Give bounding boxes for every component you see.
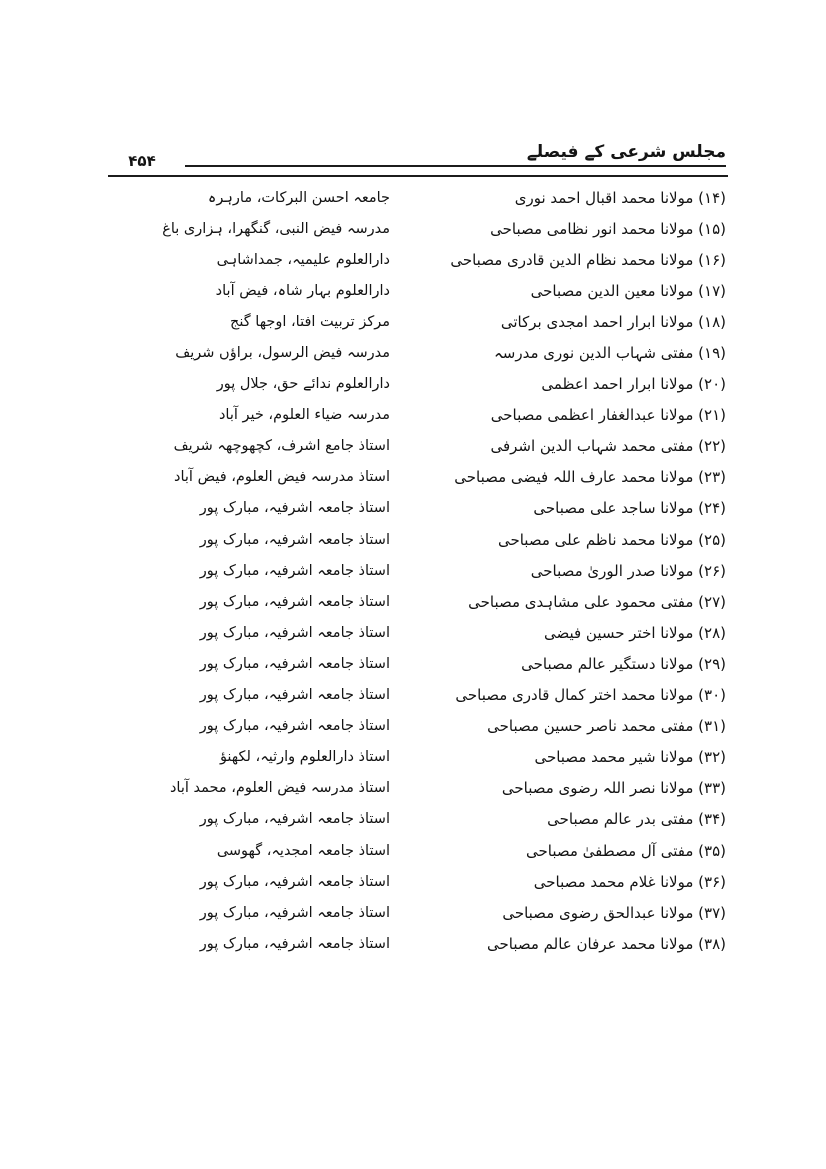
list-item bbox=[100, 742, 726, 773]
entry-name-cell bbox=[400, 686, 726, 704]
entry-name-cell bbox=[400, 717, 726, 735]
list-item bbox=[100, 400, 726, 431]
entry-name-cell bbox=[400, 904, 726, 922]
entry-person-name: مولانا اختر حسین فیضی bbox=[543, 623, 694, 642]
entry-institution: استاذ جامع اشرف، کچھوچھہ شریف bbox=[173, 438, 390, 455]
entry-person-name: مولانا محمد انور نظامی مصباحی bbox=[490, 219, 694, 238]
entry-institution: استاذ جامعہ اشرفیہ، مبارک پور bbox=[199, 873, 390, 890]
list-item bbox=[100, 804, 726, 835]
entry-number: (۳۰) bbox=[698, 686, 726, 705]
entry-institution: استاذ جامعہ اشرفیہ، مبارک پور bbox=[199, 562, 390, 579]
entry-number: (۲۳) bbox=[698, 468, 726, 487]
entry-person-name: مفتی شہاب الدین نوری مدرسہ bbox=[493, 344, 694, 363]
entry-institution: مدرسہ ضیاء العلوم، خیر آباد bbox=[218, 407, 390, 424]
entry-person-name: مولانا محمد عارف اللہ فیضی مصباحی bbox=[454, 468, 694, 487]
list-item bbox=[100, 773, 726, 804]
entry-person-name: مولانا ابرار احمد اعظمی bbox=[541, 375, 694, 394]
entry-person-name: مولانا محمد عرفان عالم مصباحی bbox=[486, 934, 694, 953]
list-item bbox=[100, 711, 726, 742]
entry-number: (۳۴) bbox=[698, 810, 726, 829]
entry-institution: جامعہ احسن البرکات، مارہرہ bbox=[207, 189, 390, 206]
entry-person-name: مولانا عبدالغفار اعظمی مصباحی bbox=[490, 406, 694, 425]
entry-number: (۲۷) bbox=[698, 592, 726, 611]
entry-person-name: مولانا شیر محمد مصباحی bbox=[534, 748, 694, 767]
entry-name-cell bbox=[400, 593, 726, 611]
entry-number: (۳۷) bbox=[698, 903, 726, 922]
entry-institution: مدرسہ فیض النبی، گنگھرا، ہزاری باغ bbox=[162, 220, 390, 237]
entry-number: (۱۸) bbox=[698, 312, 726, 331]
entry-number: (۲۴) bbox=[698, 499, 726, 518]
entry-number: (۳۲) bbox=[698, 748, 726, 767]
entry-institution: استاذ جامعہ اشرفیہ، مبارک پور bbox=[199, 500, 390, 517]
entry-name-cell bbox=[400, 251, 726, 269]
entry-institution: استاذ جامعہ اشرفیہ، مبارک پور bbox=[199, 718, 390, 735]
entry-name-cell bbox=[400, 468, 726, 486]
list-item bbox=[100, 275, 726, 306]
entry-name-cell bbox=[400, 344, 726, 362]
list-item bbox=[100, 648, 726, 679]
entry-number: (۲۲) bbox=[698, 437, 726, 456]
list-item bbox=[100, 369, 726, 400]
entry-name-cell bbox=[400, 842, 726, 860]
entry-institution: استاذ دارالعلوم وارثیہ، لکھنؤ bbox=[219, 749, 390, 766]
entry-institution: استاذ جامعہ اشرفیہ، مبارک پور bbox=[199, 687, 390, 704]
entry-person-name: مولانا غلام محمد مصباحی bbox=[533, 872, 694, 891]
entry-number: (۳۱) bbox=[698, 717, 726, 736]
entry-number: (۳۸) bbox=[698, 934, 726, 953]
entries-list bbox=[100, 182, 726, 959]
entry-name-cell bbox=[400, 655, 726, 673]
entry-institution: دارالعلوم بہار شاہ، فیض آباد bbox=[215, 282, 390, 299]
entry-name-cell bbox=[400, 437, 726, 455]
entry-name-cell bbox=[400, 282, 726, 300]
entry-name-cell bbox=[400, 189, 726, 207]
entry-person-name: مولانا نصر اللہ رضوی مصباحی bbox=[501, 779, 694, 798]
entry-institution: استاذ جامعہ اشرفیہ، مبارک پور bbox=[199, 811, 390, 828]
entry-institution: استاذ جامعہ امجدیہ، گھوسی bbox=[216, 842, 390, 859]
entry-number: (۲۶) bbox=[698, 561, 726, 580]
entry-institution: دارالعلوم ندائے حق، جلال پور bbox=[216, 376, 390, 393]
entry-institution: مرکز تربیت افتا، اوجھا گنج bbox=[230, 313, 390, 330]
page-header bbox=[100, 140, 726, 182]
list-item bbox=[100, 897, 726, 928]
entry-name-cell bbox=[400, 779, 726, 797]
entry-name-cell bbox=[400, 810, 726, 828]
entry-number: (۱۶) bbox=[698, 250, 726, 269]
entry-number: (۳۶) bbox=[698, 872, 726, 891]
list-item bbox=[100, 835, 726, 866]
entry-number: (۱۴) bbox=[698, 188, 726, 207]
entry-name-cell bbox=[400, 313, 726, 331]
entry-person-name: مفتی محمد شہاب الدین اشرفی bbox=[490, 437, 694, 456]
list-item bbox=[100, 431, 726, 462]
entry-person-name: مولانا معین الدین مصباحی bbox=[530, 281, 694, 300]
entry-name-cell bbox=[400, 406, 726, 424]
header-rule-bottom bbox=[108, 175, 728, 177]
list-item bbox=[100, 462, 726, 493]
entry-institution: استاذ جامعہ اشرفیہ، مبارک پور bbox=[199, 531, 390, 548]
entry-name-cell bbox=[400, 531, 726, 549]
entry-person-name: مولانا محمد اقبال احمد نوری bbox=[514, 188, 694, 207]
entry-name-cell bbox=[400, 375, 726, 393]
entry-institution: استاذ جامعہ اشرفیہ، مبارک پور bbox=[199, 904, 390, 921]
entry-person-name: مولانا محمد نظام الدین قادری مصباحی bbox=[450, 250, 694, 269]
entry-number: (۲۹) bbox=[698, 654, 726, 673]
entry-number: (۲۵) bbox=[698, 530, 726, 549]
entry-name-cell bbox=[400, 873, 726, 891]
running-header-title: مجلس شرعی کے فیصلے bbox=[526, 142, 726, 162]
list-item bbox=[100, 586, 726, 617]
entry-person-name: مفتی آل مصطفیٰ مصباحی bbox=[526, 841, 694, 860]
entry-person-name: مولانا ابرار احمد امجدی برکاتی bbox=[500, 312, 694, 331]
list-item bbox=[100, 213, 726, 244]
entry-number: (۳۵) bbox=[698, 841, 726, 860]
list-item bbox=[100, 524, 726, 555]
entry-person-name: مولانا ساجد علی مصباحی bbox=[533, 499, 694, 518]
entry-name-cell bbox=[400, 624, 726, 642]
entry-institution: استاذ جامعہ اشرفیہ، مبارک پور bbox=[199, 624, 390, 641]
entry-person-name: مولانا صدر الورىٰ مصباحی bbox=[530, 561, 694, 580]
entry-person-name: مولانا عبدالحق رضوی مصباحی bbox=[502, 903, 694, 922]
entry-institution: استاذ جامعہ اشرفیہ، مبارک پور bbox=[199, 655, 390, 672]
entry-institution: دارالعلوم علیمیہ، جمداشاہی bbox=[216, 251, 390, 268]
entry-institution: استاذ مدرسہ فیض العلوم، محمد آباد bbox=[169, 780, 390, 797]
entry-name-cell bbox=[400, 220, 726, 238]
entry-person-name: مفتی محمود علی مشاہدی مصباحی bbox=[468, 592, 694, 611]
entry-institution: استاذ مدرسہ فیض العلوم، فیض آباد bbox=[174, 469, 390, 486]
list-item bbox=[100, 866, 726, 897]
entry-name-cell bbox=[400, 562, 726, 580]
list-item bbox=[100, 617, 726, 648]
entry-name-cell bbox=[400, 499, 726, 517]
entry-number: (۳۳) bbox=[698, 779, 726, 798]
entry-name-cell bbox=[400, 935, 726, 953]
list-item bbox=[100, 493, 726, 524]
list-item bbox=[100, 680, 726, 711]
list-item bbox=[100, 244, 726, 275]
entry-institution: استاذ جامعہ اشرفیہ، مبارک پور bbox=[199, 935, 390, 952]
entry-institution: مدرسہ فیض الرسول، براؤں شریف bbox=[175, 345, 390, 362]
list-item bbox=[100, 555, 726, 586]
entry-number: (۱۷) bbox=[698, 281, 726, 300]
entry-person-name: مولانا محمد ناظم علی مصباحی bbox=[497, 530, 694, 549]
list-item bbox=[100, 928, 726, 959]
entry-person-name: مفتی بدر عالم مصباحی bbox=[547, 810, 694, 829]
entry-person-name: مولانا محمد اختر کمال قادری مصباحی bbox=[455, 686, 694, 705]
entry-number: (۱۹) bbox=[698, 344, 726, 363]
page-number: ۴۵۴ bbox=[128, 152, 156, 170]
entry-institution: استاذ جامعہ اشرفیہ، مبارک پور bbox=[199, 593, 390, 610]
entry-number: (۲۸) bbox=[698, 623, 726, 642]
entry-number: (۲۰) bbox=[698, 375, 726, 394]
entry-number: (۲۱) bbox=[698, 406, 726, 425]
entry-name-cell bbox=[400, 748, 726, 766]
list-item bbox=[100, 337, 726, 368]
entry-person-name: مولانا دستگیر عالم مصباحی bbox=[521, 654, 694, 673]
entry-person-name: مفتی محمد ناصر حسین مصباحی bbox=[487, 717, 694, 736]
entry-number: (۱۵) bbox=[698, 219, 726, 238]
list-item bbox=[100, 182, 726, 213]
list-item bbox=[100, 306, 726, 337]
header-rule-top bbox=[185, 165, 726, 167]
